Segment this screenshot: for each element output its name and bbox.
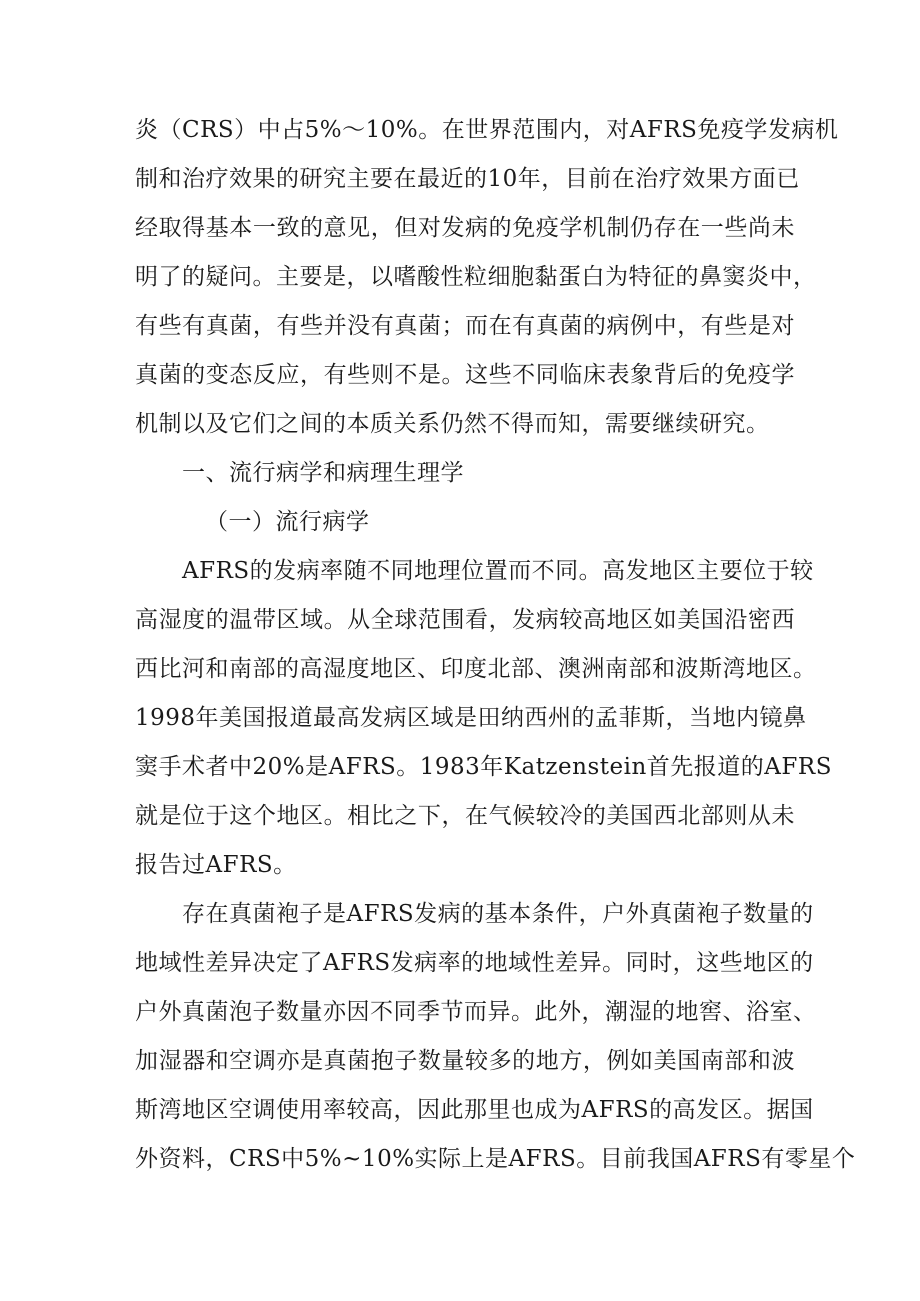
paragraph-line: 斯湾地区空调使用率较高，因此那里也成为AFRS的高发区。据国 bbox=[135, 1097, 814, 1123]
paragraph-line: 外资料，CRS中5%~10%实际上是AFRS。目前我国AFRS有零星个 bbox=[135, 1146, 856, 1172]
paragraph-line: 地域性差异决定了AFRS发病率的地域性差异。同时，这些地区的 bbox=[135, 950, 814, 976]
paragraph-line: 存在真菌袍子是AFRS发病的基本条件，户外真菌袍子数量的 bbox=[182, 901, 814, 927]
paragraph-line: 经取得基本一致的意见，但对发病的免疫学机制仍存在一些尚未 bbox=[135, 215, 795, 241]
paragraph-line: 高湿度的温带区域。从全球范围看，发病较高地区如美国沿密西 bbox=[135, 607, 795, 633]
paragraph-line: 报告过AFRS。 bbox=[135, 852, 297, 878]
paragraph-line: 炎（CRS）中占5%～10%。在世界范围内，对AFRS免疫学发病机 bbox=[135, 117, 839, 143]
paragraph-line: 1998年美国报道最高发病区域是田纳西州的孟菲斯，当地内镜鼻 bbox=[135, 705, 807, 731]
paragraph-line: 加湿器和空调亦是真菌抱子数量较多的地方，例如美国南部和波 bbox=[135, 1048, 795, 1074]
paragraph-line: 窦手术者中20%是AFRS。1983年Katzenstein首先报道的AFRS bbox=[135, 754, 832, 780]
section-heading: 一、流行病学和病理生理学 bbox=[182, 460, 464, 486]
paragraph-line: 户外真菌泡子数量亦因不同季节而异。此外，潮湿的地窖、浴室、 bbox=[135, 999, 817, 1025]
paragraph-line: 有些有真菌，有些并没有真菌；而在有真菌的病例中，有些是对 bbox=[135, 313, 795, 339]
paragraph-line: 制和治疗效果的研究主要在最近的10年，目前在治疗效果方面已 bbox=[135, 166, 800, 192]
paragraph-line: 明了的疑问。主要是，以嗜酸性粒细胞黏蛋白为特征的鼻窦炎中， bbox=[135, 264, 817, 290]
subsection-heading: （一）流行病学 bbox=[205, 509, 370, 535]
paragraph-line: AFRS的发病率随不同地理位置而不同。高发地区主要位于较 bbox=[182, 558, 814, 584]
paragraph-line: 真菌的变态反应，有些则不是。这些不同临床表象背后的免疫学 bbox=[135, 362, 795, 388]
paragraph-line: 机制以及它们之间的本质关系仍然不得而知，需要继续研究。 bbox=[135, 411, 770, 437]
paragraph-line: 就是位于这个地区。相比之下，在气候较冷的美国西北部则从未 bbox=[135, 803, 795, 829]
paragraph-line: 西比河和南部的高湿度地区、印度北部、澳洲南部和波斯湾地区。 bbox=[135, 656, 817, 682]
